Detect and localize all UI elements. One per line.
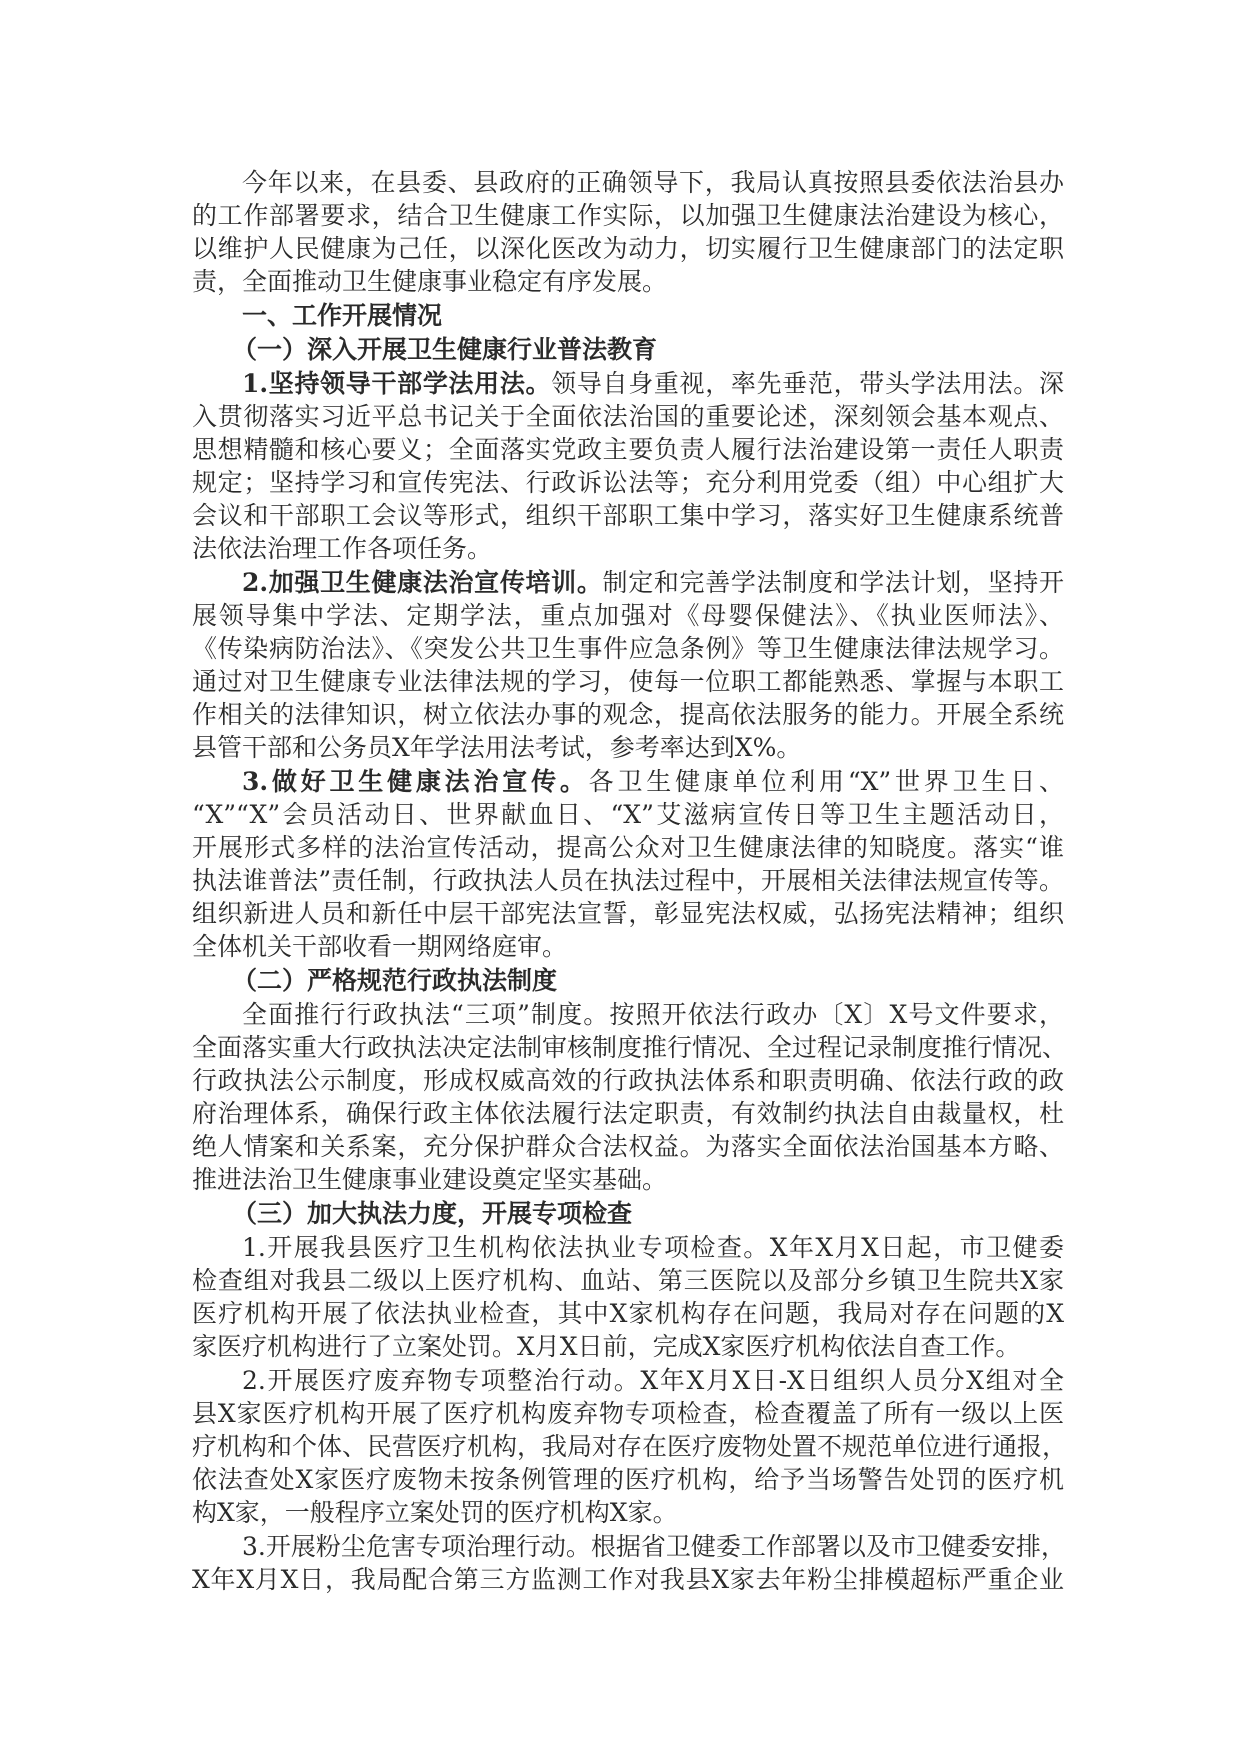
subsection-heading: [192, 1197, 1064, 1230]
paragraph-line: 全体机关干部收看一期网络庭审。: [192, 932, 568, 961]
paragraph-line: 《传染病防治法》、《突发公共卫生事件应急条例》等卫生健康法律法规学习。: [192, 634, 1064, 663]
paragraph-line: “X”“X”会员活动日、世界献血日、“X”艾滋病宣传日等卫生主题活动日，: [192, 800, 1064, 829]
paragraph-line: [192, 566, 1064, 599]
paragraph-line: 展领导集中学法、定期学法，重点加强对《母婴保健法》、《执业医师法》、: [192, 601, 1064, 630]
paragraph-line: 全面落实重大行政执法决定法制审核制度推行情况、全过程记录制度推行情况、: [192, 1033, 1068, 1062]
paragraph-line: 家医疗机构进行了立案处罚。X月X日前，完成X家医疗机构依法自查工作。: [192, 1332, 1021, 1361]
paragraph-line: 检查组对我县二级以上医疗机构、血站、第三医院以及部分乡镇卫生院共X家: [192, 1266, 1064, 1295]
paragraph-line: 府治理体系，确保行政主体依法履行法定职责，有效制约执法自由裁量权，杜: [192, 1099, 1064, 1128]
paragraph-line: 医疗机构开展了依法执业检查，其中X家机构存在问题，我局对存在问题的X: [192, 1299, 1064, 1328]
paragraph-text: 各卫生健康单位利用“X”世界卫生日、: [588, 767, 1064, 796]
subsection-heading: [192, 333, 1064, 366]
paragraph-line: 会议和干部职工会议等形式，组织干部职工集中学习，落实好卫生健康系统普: [192, 501, 1064, 530]
paragraph-line: 通过对卫生健康专业法律法规的学习，使每一位职工都能熟悉、掌握与本职工: [192, 667, 1064, 696]
heading-text: （三）加大执法力度，开展专项检查: [232, 1199, 633, 1228]
paragraph-line: 2.开展医疗废弃物专项整治行动。X年X月X日-X日组织人员分X组对全: [242, 1366, 1064, 1395]
paragraph-line: 构X家，一般程序立案处罚的医疗机构X家。: [192, 1498, 678, 1527]
heading-text: （二）严格规范行政执法制度: [232, 966, 558, 995]
paragraph-lead: 2.加强卫生健康法治宣传培训。: [242, 568, 603, 597]
paragraph: [192, 765, 1064, 963]
paragraph-lead: 3.做好卫生健康法治宣传。: [242, 767, 589, 796]
paragraph-line: 今年以来，在县委、县政府的正确领导下，我局认真按照县委依法治县办: [242, 168, 1064, 197]
paragraph: [192, 566, 1064, 764]
paragraph-line: 依法查处X家医疗废物未按条例管理的医疗机构，给予当场警告处罚的医疗机: [192, 1465, 1064, 1494]
paragraph-line: 行政执法公示制度，形成权威高效的行政执法体系和职责明确、依法行政的政: [192, 1066, 1064, 1095]
paragraph-line: 执法谁普法”责任制，行政执法人员在执法过程中，开展相关法律法规宣传等。: [192, 866, 1064, 895]
paragraph-line: 责，全面推动卫生健康事业稳定有序发展。: [192, 267, 668, 296]
paragraph-line: 组织新进人员和新任中层干部宪法宣誓，彰显宪法权威，弘扬宪法精神；组织: [192, 899, 1064, 928]
paragraph-line: 作相关的法律知识，树立依法办事的观念，提高依法服务的能力。开展全系统: [192, 700, 1064, 729]
paragraph-line: 绝人情案和关系案，充分保护群众合法权益。为落实全面依法治国基本方略、: [192, 1132, 1064, 1161]
paragraph-line: [192, 765, 1064, 798]
paragraph-lead: 1.坚持领导干部学法用法。: [242, 369, 552, 398]
paragraph: [192, 367, 1064, 565]
paragraph-line: 推进法治卫生健康事业建设奠定坚实基础。: [192, 1165, 668, 1194]
paragraph-line: 3.开展粉尘危害专项治理行动。根据省卫健委工作部署以及市卫健委安排，: [242, 1532, 1066, 1561]
paragraph-line: 县管干部和公务员X年学法用法考试，参考率达到X%。: [192, 733, 802, 762]
paragraph-text: 制定和完善学法制度和学法计划，坚持开: [602, 568, 1064, 597]
paragraph: [192, 166, 1064, 298]
heading-text: 一、工作开展情况: [242, 301, 443, 330]
paragraph-line: 疗机构和个体、民营医疗机构，我局对存在医疗废物处置不规范单位进行通报，: [192, 1432, 1068, 1461]
heading-text: （一）深入开展卫生健康行业普法教育: [232, 335, 658, 364]
paragraph-line: 以维护人民健康为己任，以深化医改为动力，切实履行卫生健康部门的法定职: [192, 234, 1064, 263]
paragraph-text: 领导自身重视，率先垂范，带头学法用法。深: [551, 369, 1064, 398]
paragraph-line: 入贯彻落实习近平总书记关于全面依法治国的重要论述，深刻领会基本观点、: [192, 402, 1064, 431]
paragraph: [192, 1530, 1064, 1596]
paragraph-line: 的工作部署要求，结合卫生健康工作实际，以加强卫生健康法治建设为核心，: [192, 201, 1064, 230]
paragraph-line: 规定；坚持学习和宣传宪法、行政诉讼法等；充分利用党委（组）中心组扩大: [192, 468, 1064, 497]
paragraph-line: 1.开展我县医疗卫生机构依法执业专项检查。X年X月X日起，市卫健委: [242, 1233, 1064, 1262]
paragraph-line: [192, 367, 1064, 400]
paragraph: [192, 1364, 1068, 1529]
paragraph: [192, 998, 1068, 1196]
paragraph-line: 县X家医疗机构开展了医疗机构废弃物专项检查，检查覆盖了所有一级以上医: [192, 1399, 1064, 1428]
subsection-heading: [192, 964, 1064, 997]
paragraph-line: 全面推行行政执法“三项”制度。按照开依法行政办〔X〕X号文件要求，: [242, 1000, 1064, 1029]
paragraph-line: 开展形式多样的法治宣传活动，提高公众对卫生健康法律的知晓度。落实“谁: [192, 833, 1064, 862]
section-heading: [192, 299, 1064, 332]
paragraph-line: 法依法治理工作各项任务。: [192, 534, 493, 563]
paragraph: [192, 1231, 1064, 1363]
paragraph-line: 思想精髓和核心要义；全面落实党政主要负责人履行法治建设第一责任人职责: [192, 435, 1064, 464]
document-body: [192, 166, 1068, 1597]
paragraph-line: X年X月X日，我局配合第三方监测工作对我县X家去年粉尘排模超标严重企业: [192, 1565, 1064, 1594]
